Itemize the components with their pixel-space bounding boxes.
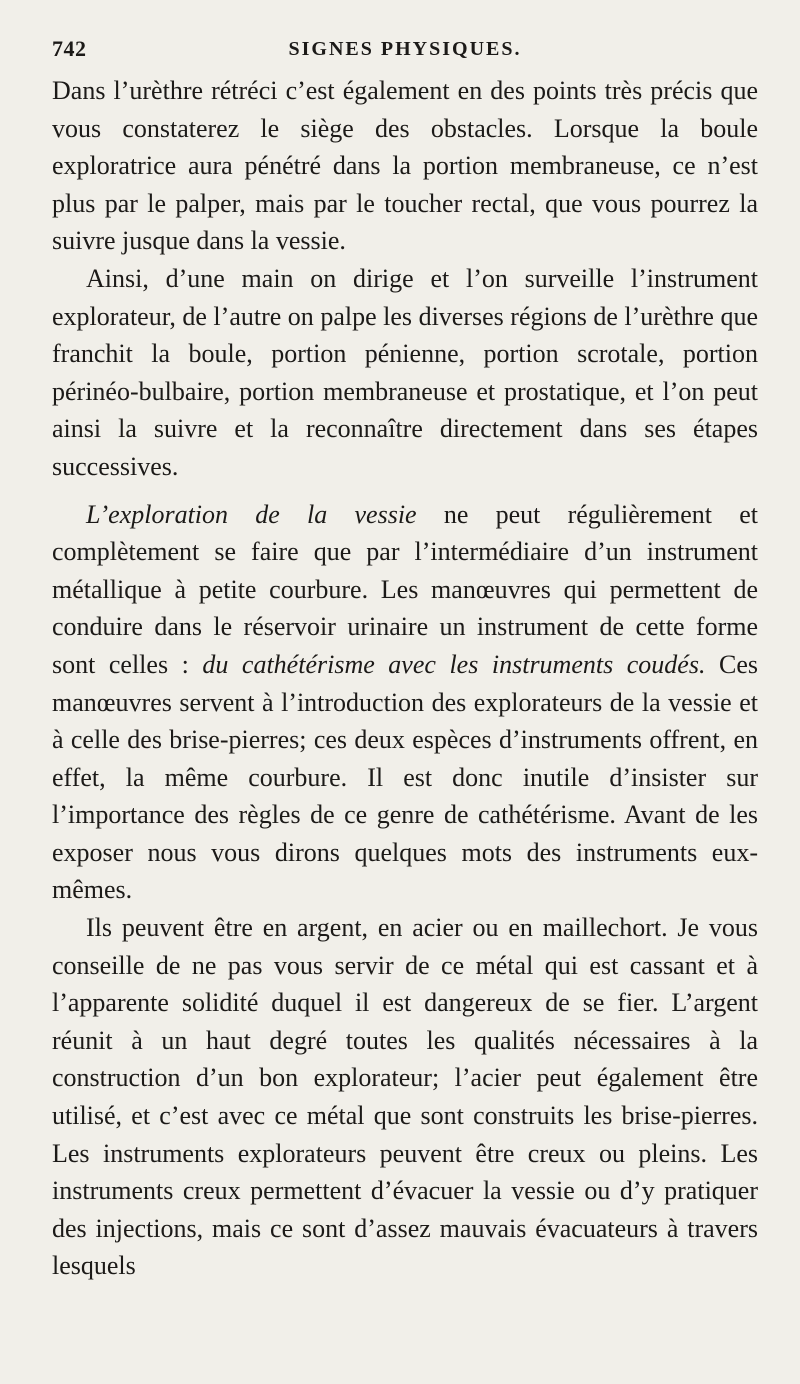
paragraph	[52, 496, 758, 910]
section-heading-italic: L’exploration de la vessie	[86, 499, 417, 529]
paragraph: Dans l’urèthre rétréci c’est également en des points très précis que vous constaterez le siège des obstacles. Lorsque la boule exploratrice aura pénétré dans la portion membraneuse, ce n’est plus par le palper, mais par le toucher rectal, que vous pourrez la suivre jusque dans la vessie.	[52, 76, 758, 256]
running-title: SIGNES PHYSIQUES.	[288, 38, 522, 60]
paragraph-text: ne peut régulièrement et complètement se faire que par l’intermédiaire d’un instrument métallique à petite courbure. Les manœuvres qui permettent de conduire dans le réservoir urinaire un instrument de cette forme sont celles :	[52, 499, 758, 679]
italic-phrase: du cathétérisme avec les instruments coudés.	[202, 649, 706, 679]
paragraph: Ainsi, d’une main on dirige et l’on surveille l’instrument explorateur, de l’autre on palpe les diverses régions de l’urèthre que franchit la boule, portion pénienne, portion scrotale, portion périnéo-bulbaire, portion membraneuse et prostatique, et l’on peut ainsi la suivre et la reconnaître directement dans ses étapes successives.	[52, 263, 758, 481]
page-number: 742	[52, 36, 87, 61]
running-head	[52, 30, 758, 66]
paragraph-text: Ces manœuvres servent à l’introduction des explorateurs de la vessie et à celle des brise-pierres; ces deux espèces d’instruments offrent, en effet, la même courbure. Il est donc inutile d’insister sur l’importance des règles de ce genre de cathétérisme. Avant de les exposer nous vous dirons quelques mots des instruments eux-mêmes.	[52, 649, 758, 905]
body-text	[52, 72, 758, 1285]
paragraph: Ils peuvent être en argent, en acier ou en maillechort. Je vous conseille de ne pas vous servir de ce métal qui est cassant et à l’apparente solidité duquel il est dangereux de se fier. L’argent réunit à un haut degré toutes les qualités nécessaires à la construction d’un bon explorateur; l’acier peut également être utilisé, et c’est avec ce métal que sont construits les brise-pierres. Les instruments explorateurs peuvent être creux ou pleins. Les instruments creux permettent d’évacuer la vessie ou d’y pratiquer des injections, mais ce sont d’assez mauvais évacuateurs à travers lesquels	[52, 913, 758, 1281]
book-page	[52, 30, 758, 1285]
